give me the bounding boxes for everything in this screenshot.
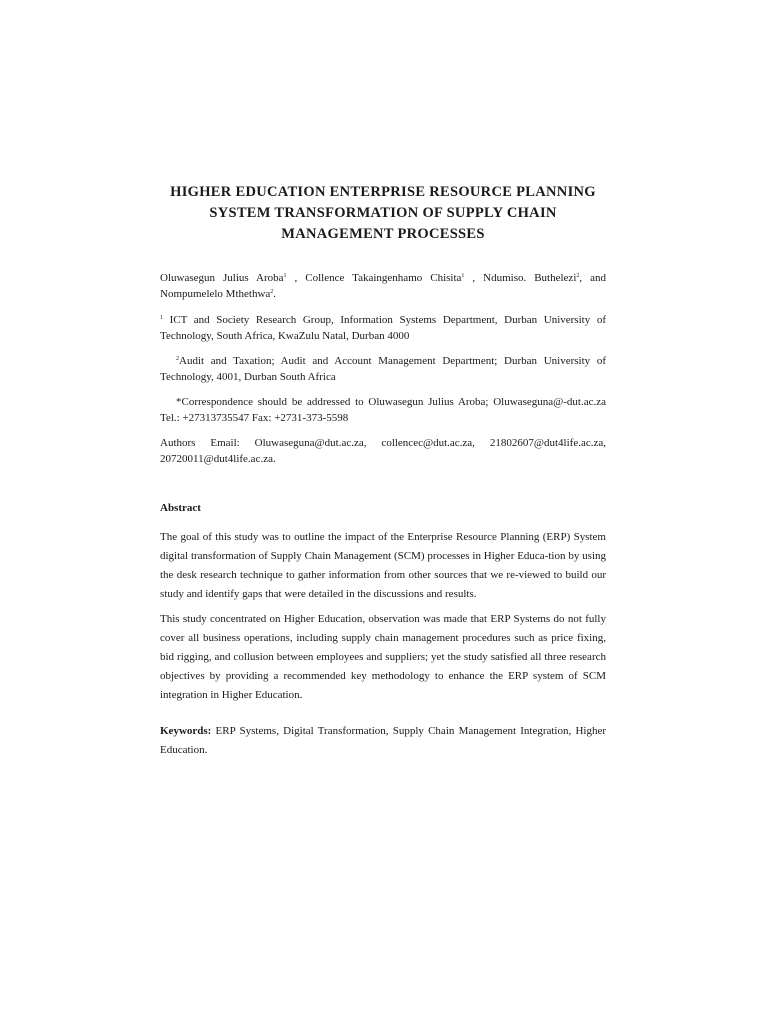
abstract-heading: Abstract (160, 502, 201, 514)
author-name: Nompumelelo Mthethwa (160, 288, 271, 300)
title-line: MANAGEMENT PROCESSES (281, 226, 485, 242)
affiliation-marker: 1 (461, 273, 465, 279)
affiliation-marker: 1 (283, 273, 287, 279)
correspondence-note: *Correspondence should be addressed to Oluwasegun Julius Aroba; Oluwaseguna@-dut.ac.za Tel.: +27313735547 Fax: +2731-373-5598 (160, 396, 606, 424)
title-line: SYSTEM TRANSFORMATION OF SUPPLY CHAIN (209, 205, 557, 221)
keywords-label: Keywords: (160, 725, 212, 737)
affiliation-text: ICT and Society Research Group, Information Systems Department, Durban University of Technology, South Africa, KwaZulu Natal, Durban 4000 (160, 314, 606, 342)
affiliation-marker: 2 (576, 273, 580, 279)
affiliation-marker: 1 (160, 315, 163, 321)
affiliation-marker: 2 (176, 356, 179, 362)
title-line: HIGHER EDUCATION ENTERPRISE RESOURCE PLANNING (170, 184, 596, 200)
affiliation-marker: 2 (270, 289, 274, 295)
paper-title (160, 182, 606, 245)
author-list (160, 270, 606, 302)
affiliation-1 (160, 312, 606, 344)
abstract-paragraph: This study concentrated on Higher Education, observation was made that ERP Systems do not fully cover all business operations, including supply chain management procedures such as price fixing, bid rigging, and collusion between employees and suppliers; yet the study satisfied all three research objectives by providing a recommended key methodology to enhance the ERP system of SCM integration in Higher Education. (160, 613, 606, 701)
affiliation-2 (160, 353, 606, 385)
author-separator: , and (579, 272, 606, 284)
author-emails: Authors Email: Oluwaseguna@dut.ac.za, collencec@dut.ac.za, 21802607@dut4life.ac.za, 20720011@dut4life.ac.za. (160, 437, 606, 465)
keywords-text: ERP Systems, Digital Transformation, Supply Chain Management Integration, Higher Education. (160, 725, 606, 756)
author-name: Ndumiso. Buthelezi (483, 272, 577, 284)
author-separator: , (286, 272, 306, 284)
author-separator: , (464, 272, 484, 284)
author-separator: . (273, 288, 277, 300)
author-name: Oluwasegun Julius Aroba (160, 272, 284, 284)
paper-content (160, 182, 606, 760)
abstract-paragraph: The goal of this study was to outline the impact of the Enterprise Resource Planning (ERP) System digital transformation of Supply Chain Management (SCM) processes in Higher Educa-tion by using the desk research technique to gather information from other sources that we re-viewed to build our study and identify gaps that were detailed in the discussions and results. (160, 531, 606, 600)
author-name: Collence Takaingenhamo Chisita (305, 272, 462, 284)
keywords (160, 722, 606, 760)
affiliation-text: Audit and Taxation; Audit and Account Management Department; Durban University of Technology, 4001, Durban South Africa (160, 355, 606, 383)
